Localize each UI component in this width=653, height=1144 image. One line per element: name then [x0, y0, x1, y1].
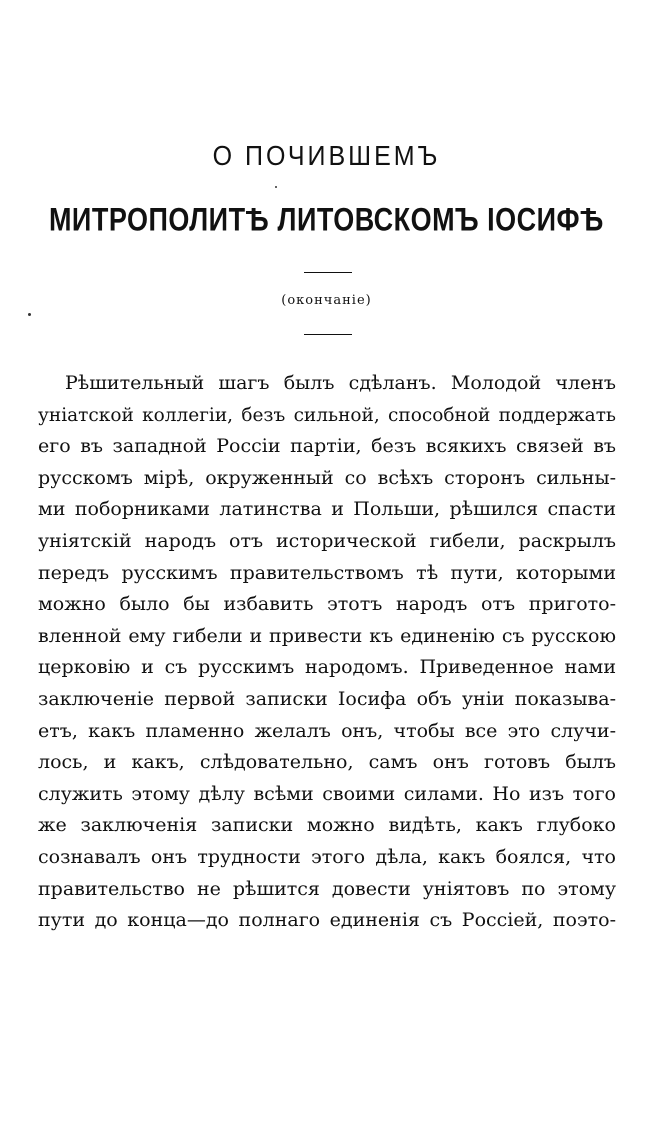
- text-line: сознавалъ онъ трудности этого дѣла, какъ боялся, что: [38, 845, 616, 868]
- text-line: етъ, какъ пламенно желалъ онъ, чтобы все это случи-: [38, 719, 616, 742]
- text-line: вленной ему гибели и привести къ единенію съ русскою: [38, 624, 616, 647]
- heading-line-1: О ПОЧИВШЕМЪ: [212, 140, 441, 172]
- print-speck: [275, 186, 277, 188]
- text-line: Рѣшительный шагъ былъ сдѣланъ. Молодой членъ: [65, 372, 616, 394]
- text-line: его въ западной Россіи партіи, безъ всякихъ связей въ: [38, 435, 616, 458]
- text-line: ми поборниками латинства и Польши, рѣшился спасти: [38, 498, 616, 521]
- text-line: уніятскій народъ отъ исторической гибели, раскрылъ: [38, 529, 616, 552]
- text-line: русскомъ мірѣ, окруженный со всѣхъ сторонъ сильны-: [38, 466, 616, 489]
- text-line: же заключенія записки можно видѣть, какъ глубоко: [38, 814, 616, 837]
- subtitle: (окончаніе): [281, 293, 372, 308]
- divider-top: [304, 272, 352, 273]
- print-speck: [28, 313, 31, 316]
- text-line: лось, и какъ, слѣдовательно, самъ онъ готовъ былъ: [38, 751, 616, 774]
- text-line: передъ русскимъ правительствомъ тѣ пути, которыми: [38, 561, 616, 584]
- text-line: служить этому дѣлу всѣми своими силами. Но изъ того: [38, 782, 616, 805]
- text-line: можно было бы избавить этотъ народъ отъ пригото-: [38, 593, 616, 616]
- body-text: [38, 368, 616, 937]
- text-line: заключеніе первой записки Іосифа объ уніи показыва-: [38, 687, 616, 710]
- divider-bottom: [304, 334, 352, 335]
- heading-line-2: МИТРОПОЛИТѢ ЛИТОВСКОМЪ ІОСИФѢ: [48, 201, 605, 238]
- text-line: уніатской коллегіи, безъ сильной, способной поддержать: [38, 404, 616, 426]
- text-line: пути до конца—до полнаго единенія съ Россіей, поэто-: [38, 909, 616, 932]
- text-line: церковію и съ русскимъ народомъ. Приведенное нами: [38, 656, 616, 679]
- text-line: правительство не рѣшится довести уніятовъ по этому: [38, 877, 616, 900]
